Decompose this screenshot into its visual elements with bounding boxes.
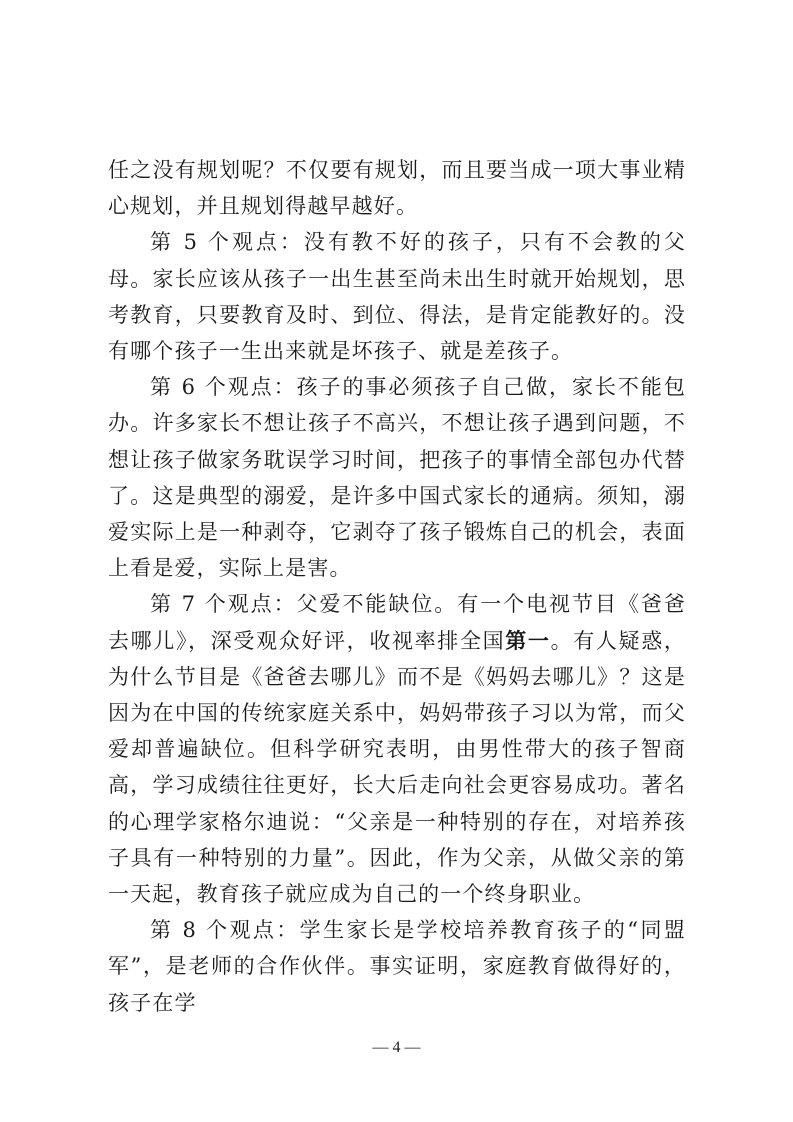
body-text [108,152,686,1021]
paragraph-view-8: 第 8 个观点：学生家长是学校培养教育孩子的“同盟军”，是老师的合作伙伴。事实证明，家庭教育做得好的，孩子在学 [108,918,686,1015]
paragraph-view-7-text-before: 第 7 个观点：父爱不能缺位。有一个电视节目《爸爸去哪儿》，深受观众好评，收视率排全国 [108,592,686,653]
paragraph-view-7 [108,586,686,912]
paragraph-view-6: 第 6 个观点：孩子的事必须孩子自己做，家长不能包办。许多家长不想让孩子不高兴，不想让孩子遇到问题，不想让孩子做家务耽误学习时间，把孩子的事情全部包办代替了。这是典型的溺爱，是许多中国式家长的通病。须知，溺爱实际上是一种剥夺，它剥夺了孩子锻炼自己的机会，表面上看是爱，实际上是害。 [108,375,686,581]
paragraph-continuation: 任之没有规划呢？不仅要有规划，而且要当成一项大事业精心规划，并且规划得越早越好。 [108,158,686,219]
paragraph-view-7-text-after: 。有人疑惑，为什么节目是《爸爸去哪儿》而不是《妈妈去哪儿》？这是因为在中国的传统家庭关系中，妈妈带孩子习以为常，而父爱却普遍缺位。但科学研究表明，由男性带大的孩子智商高，学习成绩往往更好，长大后走向社会更容易成功。著名的心理学家格尔迪说：“父亲是一种特别的存在，对培养孩子具有一种特别的力量”。因此，作为父亲，从做父亲的第一天起，教育孩子就应成为自己的一个终身职业。 [108,628,686,907]
page-number: — 4 — [372,1039,421,1056]
paragraph-view-7-bold-text: 第一 [505,627,551,653]
paragraph-view-5: 第 5 个观点：没有教不好的孩子，只有不会教的父母。家长应该从孩子一出生甚至尚未出生时就开始规划，思考教育，只要教育及时、到位、得法，是肯定能教好的。没有哪个孩子一生出来就是坏孩子、就是差孩子。 [108,230,686,364]
